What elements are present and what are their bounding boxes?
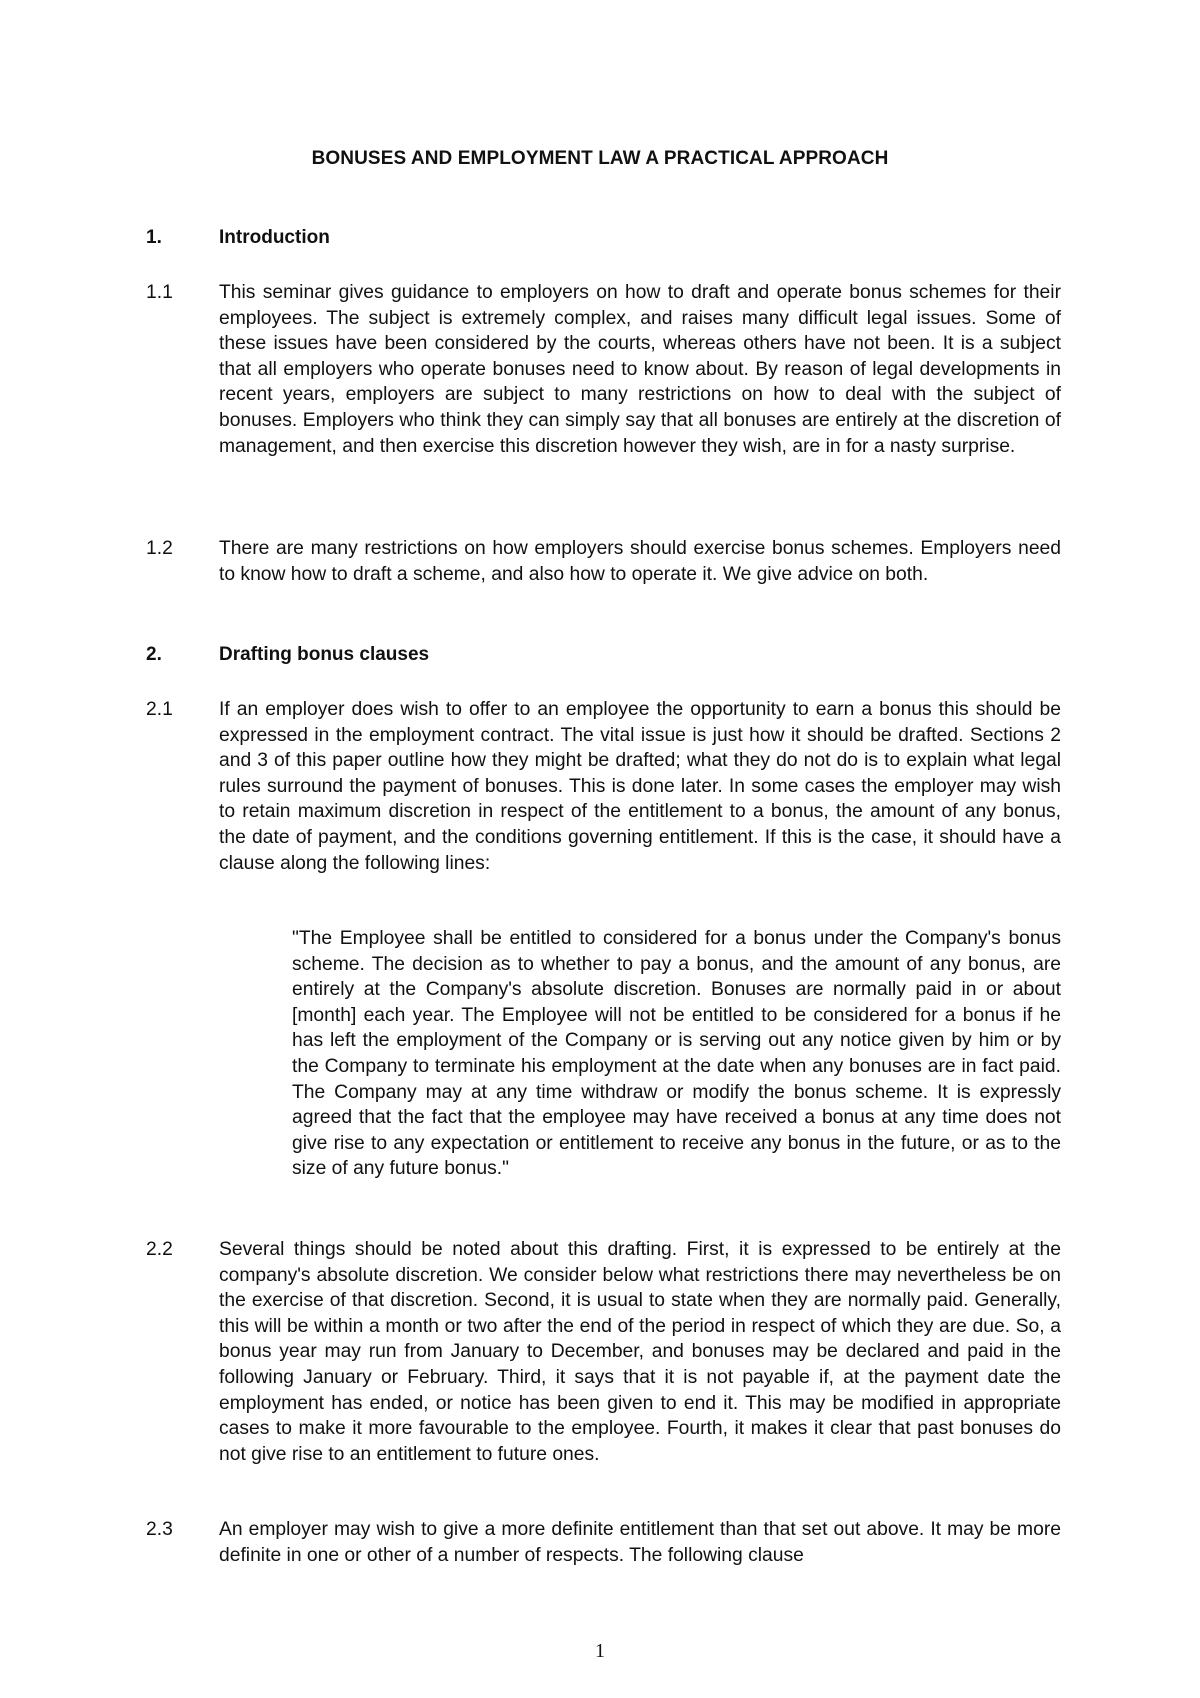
paragraph-text: If an employer does wish to offer to an employee the opportunity to earn a bonus this should be expressed in the employment contract. The vital issue is just how it should be drafted. Sections 2 and 3 of this paper outline how they might be drafted; what they do not do is to explain what legal rules surround the payment of bonuses. This is done later. In some cases the employer may wish to retain maximum discretion in respect of the entitlement to a bonus, the amount of any bonus, the date of payment, and the conditions governing entitlement. If this is the case, it should have a clause along the following lines:: [219, 699, 1061, 874]
section-title: Drafting bonus clauses: [219, 644, 430, 665]
paragraph-2-2: [146, 1237, 1061, 1467]
section-title: Introduction: [219, 227, 330, 248]
paragraph-number: 1.2: [146, 538, 173, 559]
bonus-clause-quote: "The Employee shall be entitled to considered for a bonus under the Company's bonus scheme. The decision as to whether to pay a bonus, and the amount of any bonus, are entirely at the Company's absolute discretion. Bonuses are normally paid in or about [month] each year. The Employee will not be entitled to be considered for a bonus if he has left the employment of the Company or is serving out any notice given by him or by the Company to terminate his employment at the date when any bonuses are in fact paid. The Company may at any time withdraw or modify the bonus scheme. It is expressly agreed that the fact that the employee may have received a bonus at any time does not give rise to any expectation or entitlement to receive any bonus in the future, or as to the size of any future bonus.": [292, 928, 1061, 1180]
section-2-heading: [146, 644, 429, 666]
paragraph-text: An employer may wish to give a more definite entitlement than that set out above. It may be more definite in one or other of a number of respects. The following clause: [219, 1519, 1061, 1566]
section-number: 2.: [146, 644, 162, 665]
paragraph-text: There are many restrictions on how employers should exercise bonus schemes. Employers need to know how to draft a scheme, and also how to operate it. We give advice on both.: [219, 538, 1061, 585]
document-title: BONUSES AND EMPLOYMENT LAW A PRACTICAL APPROACH: [311, 148, 889, 169]
paragraph-number: 2.2: [146, 1239, 173, 1260]
paragraph-text: Several things should be noted about this drafting. First, it is expressed to be entirely at the company's absolute discretion. We consider below what restrictions there may nevertheless be on the exercise of that discretion. Second, it is usual to state when they are normally paid. Generally, this will be within a month or two after the end of the period in respect of which they are due. So, a bonus year may run from January to December, and bonuses may be declared and paid in the following January or February. Third, it says that it is not payable if, at the payment date the employment has ended, or notice has been given to end it. This may be modified in appropriate cases to make it more favourable to the employee. Fourth, it makes it clear that past bonuses do not give rise to an entitlement to future ones.: [219, 1239, 1061, 1465]
page-number: 1: [595, 1640, 605, 1662]
paragraph-text: This seminar gives guidance to employers on how to draft and operate bonus schemes for their employees. The subject is extremely complex, and raises many difficult legal issues. Some of these issues have been considered by the courts, whereas others have not been. It is a subject that all employers who operate bonuses need to know about. By reason of legal developments in recent years, employers are subject to many restrictions on how to deal with the subject of bonuses. Employers who think they can simply say that all bonuses are entirely at the discretion of management, and then exercise this discretion however they wish, are in for a nasty surprise.: [219, 282, 1061, 457]
section-1-heading: [146, 227, 330, 249]
paragraph-number: 2.1: [146, 699, 173, 720]
paragraph-2-1: [146, 697, 1061, 876]
paragraph-number: 1.1: [146, 282, 173, 303]
paragraph-number: 2.3: [146, 1519, 173, 1540]
paragraph-2-3: [146, 1517, 1061, 1568]
paragraph-1-2: [146, 536, 1061, 587]
paragraph-1-1: [146, 280, 1061, 459]
section-number: 1.: [146, 227, 162, 248]
